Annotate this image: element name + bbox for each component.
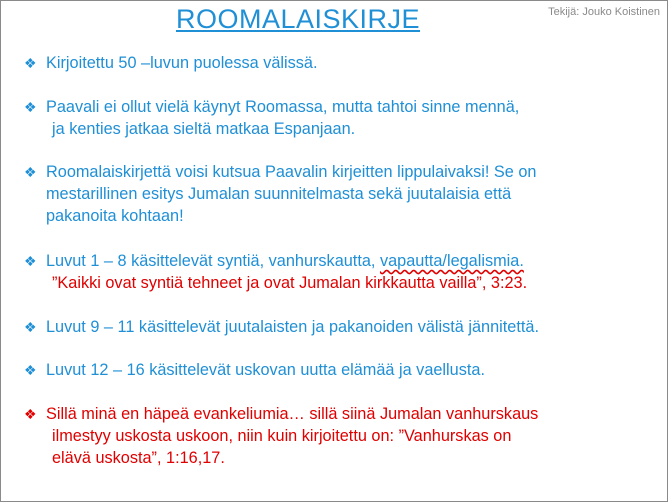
- diamond-bullet-icon: ❖: [24, 362, 37, 378]
- bullet-text: Luvut 9 – 11 käsittelevät juutalaisten ja pakanoiden välistä jännitettä.: [46, 318, 539, 336]
- bullet-text: ja kenties jatkaa sieltä matkaa Espanjaan.: [52, 120, 356, 138]
- bullet-text: Luvut 12 – 16 käsittelevät uskovan uutta elämää ja vaellusta.: [46, 361, 485, 379]
- bullet-item: [24, 96, 654, 140]
- bullet-text: Luvut 1 – 8 käsittelevät syntiä, vanhurskautta,: [46, 252, 380, 270]
- author-credit: Tekijä: Jouko Koistinen: [548, 6, 660, 18]
- bullet-item: [24, 161, 654, 227]
- diamond-bullet-icon: ❖: [24, 99, 37, 115]
- bullet-item: [24, 52, 654, 74]
- bullet-text: ilmestyy uskosta uskoon, niin kuin kirjoitettu on: ”Vanhurskas on: [52, 427, 512, 445]
- bullet-text: elävä uskosta”, 1:16,17.: [52, 449, 225, 467]
- bullet-text: Kirjoitettu 50 –luvun puolessa välissä.: [46, 54, 318, 72]
- bullet-item: [24, 403, 654, 469]
- bullet-text: Paavali ei ollut vielä käynyt Roomassa, mutta tahtoi sinne mennä,: [46, 98, 520, 116]
- bullet-text: pakanoita kohtaan!: [46, 207, 184, 225]
- bullet-text-flagged: vapautta/legalismia.: [379, 252, 524, 270]
- quote-text: ”Kaikki ovat syntiä tehneet ja ovat Jumalan kirkkautta vailla”, 3:23.: [52, 274, 528, 292]
- bullet-text: Sillä minä en häpeä evankeliumia… sillä siinä Jumalan vanhurskaus: [46, 405, 539, 423]
- diamond-bullet-icon: ❖: [24, 406, 37, 422]
- bullet-item: [24, 250, 654, 294]
- bullet-item: [24, 316, 654, 338]
- diamond-bullet-icon: ❖: [24, 164, 37, 180]
- slide-title: ROOMALAISKIRJE: [175, 4, 421, 34]
- diamond-bullet-icon: ❖: [24, 55, 37, 71]
- bullet-text: Roomalaiskirjettä voisi kutsua Paavalin kirjeitten lippulaivaksi! Se on: [46, 163, 537, 181]
- bullet-text: mestarillinen esitys Jumalan suunnitelmasta sekä juutalaisia että: [46, 185, 512, 203]
- bullet-item: [24, 359, 654, 381]
- diamond-bullet-icon: ❖: [24, 253, 37, 269]
- diamond-bullet-icon: ❖: [24, 319, 37, 335]
